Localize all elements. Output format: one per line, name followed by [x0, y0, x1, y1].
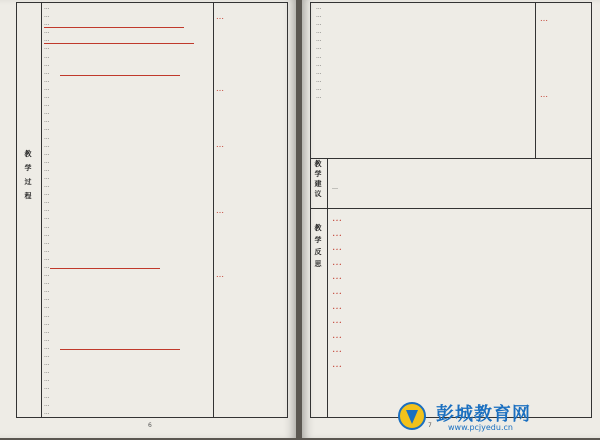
printed-line: …: [44, 255, 50, 262]
printed-line: …: [44, 207, 50, 214]
right-note-1: …: [540, 14, 548, 23]
printed-line: …: [44, 409, 50, 416]
right-note-2: …: [540, 90, 548, 99]
printed-line: …: [44, 369, 50, 376]
printed-line: …: [44, 304, 50, 311]
reflection-line: …: [332, 315, 342, 327]
reflection-line: …: [332, 227, 342, 239]
site-watermark: [366, 396, 596, 436]
printed-line: …: [316, 45, 322, 52]
printed-line: …: [44, 336, 50, 343]
printed-line: …: [316, 94, 322, 101]
watermark-title: 彭城教育网: [436, 404, 531, 425]
reflection-line: …: [332, 358, 342, 370]
printed-line: …: [44, 166, 50, 173]
printed-line: …: [44, 199, 50, 206]
printed-line: …: [316, 5, 322, 11]
reflection-line: …: [332, 344, 342, 356]
reflection-line: …: [332, 300, 342, 312]
printed-line: …: [44, 158, 50, 165]
printed-line: …: [316, 13, 322, 20]
printed-line: …: [44, 69, 50, 76]
reflection-line: …: [332, 329, 342, 341]
left-page-number: 6: [148, 422, 152, 429]
printed-line: …: [44, 223, 50, 230]
printed-line: …: [44, 296, 50, 303]
printed-line: …: [44, 53, 50, 60]
reflection-label: 教 学 反 思: [314, 224, 322, 268]
printed-line: …: [44, 280, 50, 287]
printed-line: …: [44, 94, 50, 101]
printed-line: …: [44, 320, 50, 327]
printed-line: …: [44, 45, 50, 52]
reflection-line: …: [332, 271, 342, 283]
printed-line: …: [44, 61, 50, 68]
left-note-2: …: [216, 84, 224, 93]
printed-line: …: [44, 361, 50, 368]
printed-line: …: [44, 231, 50, 238]
printed-line: …: [44, 85, 50, 92]
printed-line: …: [44, 77, 50, 84]
right-page-number: 7: [428, 422, 432, 429]
printed-line: …: [44, 191, 50, 198]
printed-line: …: [44, 134, 50, 141]
printed-line: …: [44, 126, 50, 133]
printed-line: …: [316, 53, 322, 60]
suggestion-text: …: [332, 184, 338, 191]
printed-line: …: [44, 328, 50, 335]
printed-line: …: [316, 37, 322, 44]
printed-line: …: [44, 353, 50, 360]
printed-line: …: [316, 21, 322, 28]
printed-line: …: [44, 183, 50, 190]
printed-line: …: [44, 272, 50, 279]
left-note-4: …: [216, 206, 224, 215]
printed-line: …: [44, 110, 50, 117]
left-note-1: …: [216, 12, 224, 21]
printed-line: …: [44, 377, 50, 384]
printed-line: …: [44, 393, 50, 400]
printed-line: …: [44, 239, 50, 246]
printed-line: …: [44, 174, 50, 181]
reflection-line: …: [332, 242, 342, 254]
left-note-3: …: [216, 140, 224, 149]
printed-line: …: [44, 118, 50, 125]
printed-line: …: [316, 77, 322, 84]
printed-line: …: [44, 29, 50, 36]
left-printed-text: [44, 4, 212, 417]
printed-line: …: [44, 37, 50, 44]
printed-line: …: [316, 69, 322, 76]
left-page: [0, 0, 296, 438]
printed-line: …: [44, 21, 50, 28]
printed-line: …: [316, 29, 322, 36]
printed-line: …: [44, 13, 50, 20]
left-note-5: …: [216, 270, 224, 279]
printed-line: …: [44, 247, 50, 254]
reflection-handwriting: [332, 212, 590, 373]
printed-line: …: [44, 215, 50, 222]
printed-line: …: [44, 264, 50, 270]
site-logo-icon: [366, 396, 430, 436]
printed-line: …: [44, 150, 50, 157]
printed-line: …: [44, 102, 50, 109]
right-page: [302, 0, 600, 438]
printed-line: …: [44, 385, 50, 392]
teaching-process-label: 教 学 过 程: [24, 150, 32, 200]
printed-line: …: [316, 61, 322, 68]
reflection-line: …: [332, 285, 342, 297]
printed-line: …: [44, 142, 50, 149]
reflection-line: …: [332, 256, 342, 268]
printed-line: …: [44, 288, 50, 295]
printed-line: …: [44, 312, 50, 319]
reflection-line: …: [332, 213, 342, 224]
printed-line: …: [44, 401, 50, 408]
printed-line: …: [44, 5, 50, 11]
printed-line: …: [44, 344, 50, 351]
watermark-url: www.pcjyedu.cn: [448, 423, 513, 432]
printed-line: …: [316, 85, 322, 92]
suggestion-label: 教 学 建 议: [314, 160, 322, 198]
right-printed-text: [316, 4, 530, 101]
